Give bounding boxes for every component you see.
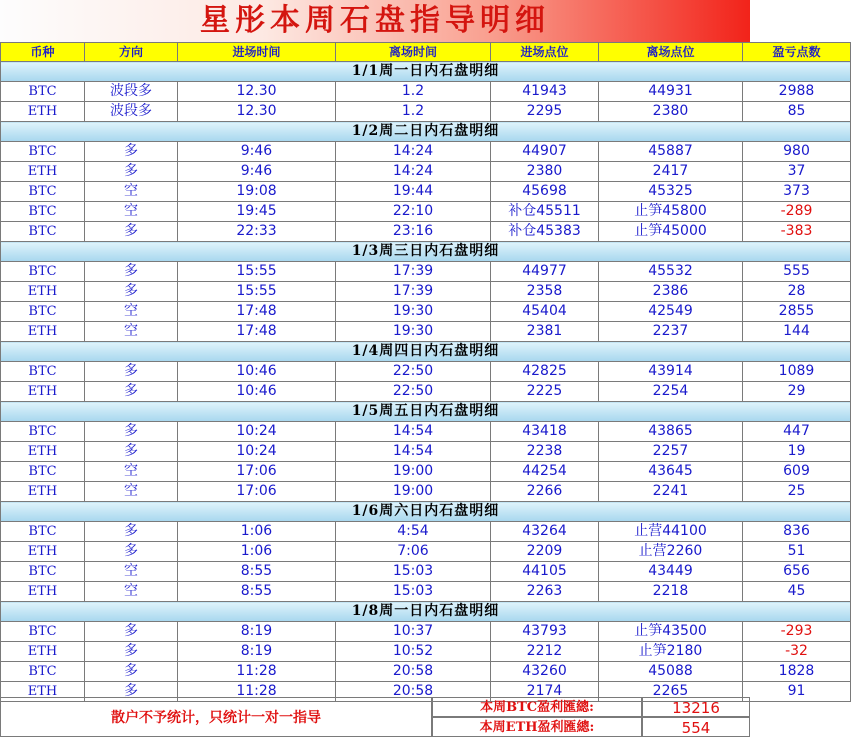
entry-time-cell: 8:55 xyxy=(178,562,336,582)
direction-cell: 空 xyxy=(85,582,178,602)
section-title: 1/2周二日内石盘明细 xyxy=(1,122,851,142)
entry-price-cell: 2295 xyxy=(491,102,599,122)
entry-price-cell: 42825 xyxy=(491,362,599,382)
pnl-cell: 1828 xyxy=(743,662,851,682)
entry-price-cell: 2225 xyxy=(491,382,599,402)
coin-cell: BTC xyxy=(1,302,85,322)
section-title: 1/6周六日内石盘明细 xyxy=(1,502,851,522)
table-row xyxy=(1,282,851,302)
entry-price-cell: 2212 xyxy=(491,642,599,662)
eth-total-label: 本周ETH盈利匯總: xyxy=(432,717,642,737)
coin-cell: BTC xyxy=(1,262,85,282)
coin-cell: ETH xyxy=(1,282,85,302)
coin-cell: BTC xyxy=(1,362,85,382)
exit-price-cell: 2218 xyxy=(599,582,743,602)
table-row xyxy=(1,562,851,582)
pnl-cell: 1089 xyxy=(743,362,851,382)
exit-price-cell: 止营2260 xyxy=(599,542,743,562)
exit-price-cell: 45532 xyxy=(599,262,743,282)
coin-cell: BTC xyxy=(1,142,85,162)
exit-time-cell: 1.2 xyxy=(336,102,491,122)
section-header-row xyxy=(1,602,851,622)
pnl-cell: 45 xyxy=(743,582,851,602)
coin-cell: ETH xyxy=(1,642,85,662)
exit-time-cell: 19:30 xyxy=(336,322,491,342)
pnl-cell: -32 xyxy=(743,642,851,662)
coin-cell: BTC xyxy=(1,462,85,482)
btc-total-value: 13216 xyxy=(642,697,750,717)
entry-price-cell: 2174 xyxy=(491,682,599,702)
exit-price-cell: 2254 xyxy=(599,382,743,402)
table-row xyxy=(1,422,851,442)
direction-cell: 多 xyxy=(85,442,178,462)
exit-price-cell: 2257 xyxy=(599,442,743,462)
pnl-cell: 2988 xyxy=(743,82,851,102)
section-title: 1/8周一日内石盘明细 xyxy=(1,602,851,622)
pnl-cell: 28 xyxy=(743,282,851,302)
coin-cell: BTC xyxy=(1,622,85,642)
direction-cell: 多 xyxy=(85,642,178,662)
entry-time-cell: 1:06 xyxy=(178,542,336,562)
pnl-cell: -289 xyxy=(743,202,851,222)
pnl-cell: 85 xyxy=(743,102,851,122)
entry-time-cell: 17:48 xyxy=(178,302,336,322)
section-title: 1/3周三日内石盘明细 xyxy=(1,242,851,262)
exit-price-cell: 43449 xyxy=(599,562,743,582)
direction-cell: 空 xyxy=(85,462,178,482)
exit-price-cell: 止笋2180 xyxy=(599,642,743,662)
exit-price-cell: 2386 xyxy=(599,282,743,302)
entry-time-cell: 10:24 xyxy=(178,422,336,442)
coin-cell: ETH xyxy=(1,162,85,182)
section-header-row xyxy=(1,402,851,422)
section-header-row xyxy=(1,62,851,82)
entry-time-cell: 11:28 xyxy=(178,682,336,702)
exit-time-cell: 15:03 xyxy=(336,582,491,602)
direction-cell: 多 xyxy=(85,382,178,402)
table-row xyxy=(1,202,851,222)
exit-time-cell: 19:44 xyxy=(336,182,491,202)
exit-price-cell: 止笋45000 xyxy=(599,222,743,242)
entry-price-cell: 补仓45511 xyxy=(491,202,599,222)
direction-cell: 多 xyxy=(85,662,178,682)
section-header-row xyxy=(1,342,851,362)
table-row xyxy=(1,642,851,662)
entry-price-cell: 2238 xyxy=(491,442,599,462)
pnl-cell: 37 xyxy=(743,162,851,182)
direction-cell: 多 xyxy=(85,362,178,382)
exit-time-cell: 10:52 xyxy=(336,642,491,662)
entry-price-cell: 2209 xyxy=(491,542,599,562)
coin-cell: BTC xyxy=(1,422,85,442)
coin-cell: ETH xyxy=(1,542,85,562)
direction-cell: 多 xyxy=(85,282,178,302)
entry-price-cell: 2381 xyxy=(491,322,599,342)
exit-price-cell: 43865 xyxy=(599,422,743,442)
eth-total-value: 554 xyxy=(642,717,750,737)
direction-cell: 空 xyxy=(85,302,178,322)
entry-price-cell: 44907 xyxy=(491,142,599,162)
pnl-cell: 29 xyxy=(743,382,851,402)
pnl-cell: 555 xyxy=(743,262,851,282)
exit-price-cell: 2265 xyxy=(599,682,743,702)
exit-time-cell: 4:54 xyxy=(336,522,491,542)
entry-time-cell: 8:55 xyxy=(178,582,336,602)
direction-cell: 波段多 xyxy=(85,82,178,102)
exit-time-cell: 10:37 xyxy=(336,622,491,642)
direction-cell: 多 xyxy=(85,162,178,182)
pnl-cell: -293 xyxy=(743,622,851,642)
table-header-row xyxy=(1,43,851,62)
entry-price-cell: 2266 xyxy=(491,482,599,502)
exit-time-cell: 22:50 xyxy=(336,362,491,382)
entry-time-cell: 12.30 xyxy=(178,102,336,122)
table-row xyxy=(1,222,851,242)
entry-time-cell: 10:24 xyxy=(178,442,336,462)
direction-cell: 多 xyxy=(85,262,178,282)
exit-price-cell: 止笋45800 xyxy=(599,202,743,222)
direction-cell: 多 xyxy=(85,142,178,162)
entry-price-cell: 44105 xyxy=(491,562,599,582)
header-exit-time: 离场时间 xyxy=(336,43,491,62)
exit-time-cell: 14:54 xyxy=(336,422,491,442)
header-pnl: 盈亏点数 xyxy=(743,43,851,62)
exit-price-cell: 2237 xyxy=(599,322,743,342)
pnl-cell: -383 xyxy=(743,222,851,242)
entry-time-cell: 1:06 xyxy=(178,522,336,542)
entry-time-cell: 11:28 xyxy=(178,662,336,682)
coin-cell: BTC xyxy=(1,182,85,202)
section-header-row xyxy=(1,242,851,262)
exit-time-cell: 17:39 xyxy=(336,262,491,282)
entry-time-cell: 9:46 xyxy=(178,162,336,182)
direction-cell: 空 xyxy=(85,182,178,202)
section-title: 1/1周一日内石盘明细 xyxy=(1,62,851,82)
header-entry-time: 进场时间 xyxy=(178,43,336,62)
direction-cell: 多 xyxy=(85,682,178,702)
entry-time-cell: 17:06 xyxy=(178,462,336,482)
entry-time-cell: 22:33 xyxy=(178,222,336,242)
exit-time-cell: 20:58 xyxy=(336,682,491,702)
exit-price-cell: 45325 xyxy=(599,182,743,202)
exit-price-cell: 2417 xyxy=(599,162,743,182)
exit-time-cell: 19:00 xyxy=(336,482,491,502)
section-title: 1/4周四日内石盘明细 xyxy=(1,342,851,362)
entry-price-cell: 43260 xyxy=(491,662,599,682)
entry-time-cell: 8:19 xyxy=(178,622,336,642)
table-row xyxy=(1,102,851,122)
section-title: 1/5周五日内石盘明细 xyxy=(1,402,851,422)
entry-price-cell: 43264 xyxy=(491,522,599,542)
direction-cell: 空 xyxy=(85,202,178,222)
exit-price-cell: 45088 xyxy=(599,662,743,682)
direction-cell: 多 xyxy=(85,522,178,542)
coin-cell: ETH xyxy=(1,322,85,342)
summary-footer xyxy=(0,697,750,737)
exit-time-cell: 15:03 xyxy=(336,562,491,582)
exit-time-cell: 14:24 xyxy=(336,142,491,162)
exit-price-cell: 42549 xyxy=(599,302,743,322)
table-row xyxy=(1,302,851,322)
exit-time-cell: 19:30 xyxy=(336,302,491,322)
table-row xyxy=(1,622,851,642)
entry-time-cell: 17:48 xyxy=(178,322,336,342)
pnl-cell: 19 xyxy=(743,442,851,462)
header-entry-price: 进场点位 xyxy=(491,43,599,62)
entry-time-cell: 9:46 xyxy=(178,142,336,162)
header-coin: 币种 xyxy=(1,43,85,62)
table-row xyxy=(1,542,851,562)
exit-time-cell: 14:24 xyxy=(336,162,491,182)
entry-price-cell: 45698 xyxy=(491,182,599,202)
pnl-cell: 2855 xyxy=(743,302,851,322)
table-row xyxy=(1,662,851,682)
coin-cell: ETH xyxy=(1,582,85,602)
pnl-cell: 91 xyxy=(743,682,851,702)
exit-time-cell: 22:10 xyxy=(336,202,491,222)
table-row xyxy=(1,382,851,402)
exit-price-cell: 止营44100 xyxy=(599,522,743,542)
coin-cell: BTC xyxy=(1,662,85,682)
entry-time-cell: 8:19 xyxy=(178,642,336,662)
pnl-cell: 656 xyxy=(743,562,851,582)
exit-time-cell: 7:06 xyxy=(336,542,491,562)
table-row xyxy=(1,362,851,382)
exit-price-cell: 43914 xyxy=(599,362,743,382)
trade-table-body xyxy=(1,43,851,702)
coin-cell: ETH xyxy=(1,682,85,702)
exit-time-cell: 19:00 xyxy=(336,462,491,482)
entry-price-cell: 2358 xyxy=(491,282,599,302)
header-direction: 方向 xyxy=(85,43,178,62)
pnl-cell: 144 xyxy=(743,322,851,342)
report-title: 星彤本周石盘指导明细 xyxy=(0,0,750,43)
exit-time-cell: 14:54 xyxy=(336,442,491,462)
direction-cell: 多 xyxy=(85,422,178,442)
exit-time-cell: 23:16 xyxy=(336,222,491,242)
direction-cell: 多 xyxy=(85,222,178,242)
pnl-cell: 609 xyxy=(743,462,851,482)
direction-cell: 多 xyxy=(85,542,178,562)
table-row xyxy=(1,582,851,602)
coin-cell: BTC xyxy=(1,562,85,582)
direction-cell: 空 xyxy=(85,562,178,582)
coin-cell: BTC xyxy=(1,222,85,242)
table-row xyxy=(1,442,851,462)
exit-time-cell: 20:58 xyxy=(336,662,491,682)
table-row xyxy=(1,82,851,102)
table-row xyxy=(1,262,851,282)
coin-cell: ETH xyxy=(1,102,85,122)
entry-price-cell: 43418 xyxy=(491,422,599,442)
coin-cell: ETH xyxy=(1,482,85,502)
exit-price-cell: 止笋43500 xyxy=(599,622,743,642)
entry-time-cell: 10:46 xyxy=(178,382,336,402)
table-row xyxy=(1,522,851,542)
header-exit-price: 离场点位 xyxy=(599,43,743,62)
entry-price-cell: 44254 xyxy=(491,462,599,482)
pnl-cell: 447 xyxy=(743,422,851,442)
entry-price-cell: 2380 xyxy=(491,162,599,182)
section-header-row xyxy=(1,122,851,142)
table-row xyxy=(1,182,851,202)
entry-price-cell: 43793 xyxy=(491,622,599,642)
coin-cell: ETH xyxy=(1,382,85,402)
coin-cell: ETH xyxy=(1,442,85,462)
table-row xyxy=(1,482,851,502)
trade-table xyxy=(0,42,851,702)
exit-time-cell: 22:50 xyxy=(336,382,491,402)
entry-time-cell: 10:46 xyxy=(178,362,336,382)
table-row xyxy=(1,462,851,482)
entry-price-cell: 2263 xyxy=(491,582,599,602)
table-row xyxy=(1,142,851,162)
exit-price-cell: 2241 xyxy=(599,482,743,502)
entry-time-cell: 17:06 xyxy=(178,482,336,502)
section-header-row xyxy=(1,502,851,522)
entry-price-cell: 41943 xyxy=(491,82,599,102)
pnl-cell: 980 xyxy=(743,142,851,162)
footer-note: 散户不予统计，只统计一对一指导 xyxy=(0,697,432,737)
direction-cell: 波段多 xyxy=(85,102,178,122)
exit-time-cell: 1.2 xyxy=(336,82,491,102)
table-row xyxy=(1,322,851,342)
pnl-cell: 25 xyxy=(743,482,851,502)
entry-price-cell: 45404 xyxy=(491,302,599,322)
entry-time-cell: 19:45 xyxy=(178,202,336,222)
entry-time-cell: 12.30 xyxy=(178,82,336,102)
coin-cell: BTC xyxy=(1,522,85,542)
exit-price-cell: 43645 xyxy=(599,462,743,482)
direction-cell: 空 xyxy=(85,322,178,342)
entry-price-cell: 44977 xyxy=(491,262,599,282)
direction-cell: 空 xyxy=(85,482,178,502)
exit-price-cell: 44931 xyxy=(599,82,743,102)
exit-price-cell: 45887 xyxy=(599,142,743,162)
entry-price-cell: 补仓45383 xyxy=(491,222,599,242)
coin-cell: BTC xyxy=(1,82,85,102)
pnl-cell: 836 xyxy=(743,522,851,542)
pnl-cell: 51 xyxy=(743,542,851,562)
exit-time-cell: 17:39 xyxy=(336,282,491,302)
pnl-cell: 373 xyxy=(743,182,851,202)
entry-time-cell: 19:08 xyxy=(178,182,336,202)
entry-time-cell: 15:55 xyxy=(178,282,336,302)
entry-time-cell: 15:55 xyxy=(178,262,336,282)
exit-price-cell: 2380 xyxy=(599,102,743,122)
direction-cell: 多 xyxy=(85,622,178,642)
table-row xyxy=(1,162,851,182)
btc-total-label: 本周BTC盈利匯總: xyxy=(432,697,642,717)
coin-cell: BTC xyxy=(1,202,85,222)
